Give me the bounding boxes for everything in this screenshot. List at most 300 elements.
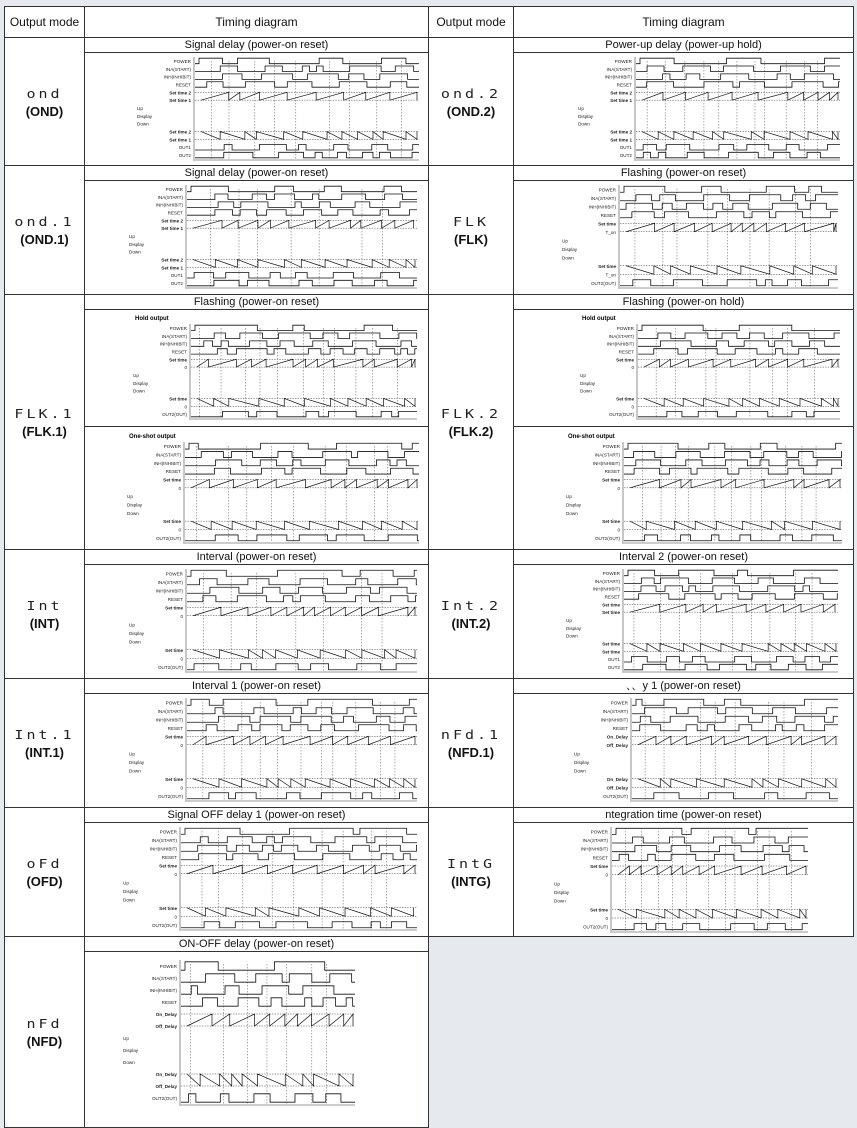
timing-diagram-header: Timing diagram — [514, 7, 854, 38]
signal-label: INH(INHIBIT) — [149, 846, 177, 852]
mode-label-cell — [429, 295, 514, 550]
signal-label: OUT1 — [619, 145, 632, 151]
signal-label: Off_Delay — [155, 1024, 177, 1029]
signal-label: INA(START) — [157, 708, 183, 714]
signal-label: On_Delay — [155, 1072, 177, 1077]
left-output-mode-table — [4, 6, 429, 1128]
signal-label: POWER — [602, 444, 620, 450]
signal-label: 0 — [605, 872, 608, 878]
timing-diagram-hold — [578, 312, 846, 422]
diagram-title: Power-up delay (power-up hold) — [514, 38, 853, 53]
signal-label: 0 — [605, 916, 608, 921]
mode-display-code: Int — [26, 598, 63, 614]
mode-row — [429, 38, 854, 166]
signal-label: Down — [562, 255, 574, 261]
signal-label: 0 — [617, 527, 620, 533]
signal-label: OUT2(OUT) — [161, 412, 187, 418]
signal-label: 0 — [174, 871, 177, 877]
diagram-body — [85, 694, 428, 807]
signal-label: INA(START) — [590, 195, 616, 201]
signal-label: OUT2(OUT) — [151, 1096, 177, 1101]
signal-label: OUT2 — [619, 153, 632, 159]
mode-label-cell — [5, 550, 85, 679]
timing-diagram-cell — [514, 808, 854, 937]
signal-label: Up — [578, 106, 584, 111]
mode-code: (INT) — [29, 616, 60, 631]
mode-code: (INT.1) — [25, 745, 64, 760]
mode-row — [5, 295, 429, 550]
signal-label: INH(INHIBIT) — [153, 460, 181, 466]
signal-label: POWER — [590, 829, 608, 835]
timing-diagram — [121, 825, 423, 933]
signal-label: Display — [129, 630, 145, 636]
mode-row — [5, 808, 429, 937]
signal-label: POWER — [614, 58, 632, 64]
signal-label: Up — [554, 881, 560, 887]
mode-label-cell — [429, 550, 514, 679]
mode-code: (NFD) — [26, 1034, 63, 1049]
diagram-body — [85, 565, 428, 678]
signal-label: 0 — [631, 365, 634, 371]
timing-diagram-one-shot — [125, 430, 425, 546]
timing-diagram-cell — [514, 550, 854, 679]
diagram-body — [514, 565, 853, 678]
timing-diagram-cell — [85, 38, 429, 166]
signal-label: RESET — [175, 82, 191, 88]
signal-label: OUT1 — [178, 145, 191, 151]
mode-display-code: Int.1 — [14, 727, 75, 743]
signal-label: Off_Delay — [606, 785, 628, 791]
signal-label: Set time — [165, 647, 183, 653]
signal-label: RESET — [167, 596, 183, 602]
signal-label: RESET — [165, 469, 181, 475]
signal-label: 0 — [184, 365, 187, 371]
signal-label: OUT2(OUT) — [155, 535, 181, 541]
signal-label: 0 — [631, 404, 634, 410]
signal-label: Off_Delay — [606, 742, 628, 748]
signal-label: Set time — [165, 776, 183, 782]
signal-label: RESET — [161, 1000, 177, 1005]
signal-label: OUT2(OUT) — [594, 535, 620, 541]
signal-label: INH(INHIBIT) — [155, 588, 183, 594]
signal-label: Up — [566, 618, 572, 623]
signal-label: OUT2(OUT) — [157, 664, 183, 670]
mode-display-code: nFd — [26, 1016, 63, 1032]
mode-row — [5, 38, 429, 166]
signal-label: OUT2(OUT) — [582, 924, 608, 930]
signal-label: Down — [127, 510, 139, 516]
signal-label: 0 — [617, 485, 620, 491]
signal-label: Up — [123, 1036, 129, 1041]
signal-label: INA(START) — [602, 708, 628, 714]
mode-row — [5, 937, 429, 1128]
signal-label: Set time — [159, 905, 177, 911]
mode-row — [429, 808, 854, 937]
signal-label: OUT2(OUT) — [608, 412, 634, 418]
signal-label: INH(INHIBIT) — [600, 717, 628, 723]
diagram-title: ntegration time (power-on reset) — [514, 808, 853, 823]
diagram-title: Signal delay (power-on reset) — [85, 166, 428, 181]
signal-label: Set time — [602, 602, 620, 608]
signal-label: POWER — [598, 187, 616, 193]
signal-label: RESET — [167, 725, 183, 731]
signal-label: Set time — [598, 221, 616, 227]
signal-label: Set time 1 — [610, 137, 632, 143]
signal-label: 0 — [180, 785, 183, 791]
signal-label: OUT1 — [607, 657, 620, 663]
mode-code: (INT.2) — [451, 616, 491, 631]
mode-row — [429, 550, 854, 679]
signal-label: OUT2 — [607, 665, 620, 671]
timing-diagram-cell — [85, 808, 429, 937]
signal-label: Set time — [602, 519, 620, 525]
diagram-body — [85, 823, 428, 936]
signal-label: RESET — [161, 854, 177, 860]
signal-label: POWER — [602, 570, 620, 576]
mode-row — [5, 550, 429, 679]
mode-display-code: FLK.2 — [440, 406, 502, 422]
signal-label: Up — [574, 751, 580, 757]
signal-label: Off_Delay — [155, 1084, 177, 1089]
mode-label-cell — [5, 295, 85, 550]
signal-label: Set time — [169, 357, 187, 363]
signal-label: Set time — [165, 734, 183, 740]
signal-label: POWER — [610, 700, 628, 706]
diagram-title: Flashing (power-on reset) — [514, 166, 853, 181]
output-type-label: Hold output — [582, 316, 616, 322]
signal-label: Down — [123, 897, 135, 903]
mode-label-cell — [5, 38, 85, 166]
signal-label: Up — [566, 494, 572, 500]
signal-label: INA(START) — [608, 333, 634, 339]
mode-display-code: nFd.1 — [440, 727, 502, 743]
right-output-mode-table — [428, 6, 854, 937]
diagram-body — [85, 181, 428, 294]
signal-label: Down — [566, 510, 578, 516]
signal-label: OUT2 — [178, 153, 191, 159]
signal-label: On_Delay — [606, 776, 628, 782]
signal-label: Up — [123, 880, 129, 886]
signal-label: POWER — [159, 829, 177, 835]
signal-label: Up — [129, 234, 135, 239]
signal-label: Down — [574, 768, 586, 774]
signal-label: On_Delay — [155, 1012, 177, 1017]
signal-label: Down — [578, 121, 590, 127]
signal-label: POWER — [165, 186, 183, 192]
diagram-title: Interval 1 (power-on reset) — [85, 679, 428, 694]
signal-label: Set time 1 — [169, 137, 191, 143]
diagram-body — [514, 694, 853, 807]
signal-label: Set time — [163, 519, 181, 525]
diagram-title: Interval 2 (power-on reset) — [514, 550, 853, 565]
signal-label: RESET — [618, 349, 634, 355]
signal-label: Display — [574, 759, 590, 765]
signal-label: INA(START) — [606, 66, 632, 72]
signal-label: POWER — [165, 571, 183, 577]
signal-label: INA(START) — [155, 452, 181, 458]
signal-label: Down — [133, 388, 145, 394]
mode-label-cell — [429, 808, 514, 937]
signal-label: POWER — [169, 325, 187, 331]
signal-label: INH(INHIBIT) — [149, 988, 177, 993]
diagram-body — [514, 181, 853, 294]
signal-label: RESET — [171, 349, 187, 355]
timing-diagram — [121, 958, 361, 1108]
signal-label: OUT2(OUT) — [151, 922, 177, 928]
timing-diagram — [127, 183, 423, 291]
signal-label: Display — [578, 113, 594, 119]
diagram-title: Interval (power-on reset) — [85, 550, 428, 565]
signal-label: Down — [580, 388, 592, 394]
signal-label: Set time 2 — [169, 90, 191, 96]
diagram-title: Signal delay (power-on reset) — [85, 38, 428, 53]
timing-diagram-cell — [85, 937, 429, 1128]
signal-label: Set time — [598, 263, 616, 269]
mode-code: (NFD.1) — [447, 745, 495, 760]
mode-code: (OND) — [25, 103, 64, 119]
mode-code: (OFD) — [26, 874, 63, 889]
signal-label: Set time 1 — [169, 98, 191, 104]
timing-diagram-cell — [85, 679, 429, 808]
signal-label: On_Delay — [606, 734, 628, 740]
signal-label: INA(START) — [582, 838, 608, 843]
signal-label: Set time 2 — [610, 90, 632, 96]
mode-code: (OND.1) — [20, 232, 69, 247]
mode-label-cell — [5, 937, 85, 1128]
diagram-body — [514, 823, 853, 936]
mode-code: (FLK.2) — [448, 424, 494, 439]
signal-label: Down — [123, 1060, 135, 1065]
signal-label: POWER — [616, 325, 634, 331]
signal-label: Set time 2 — [610, 129, 632, 135]
signal-label: Set time 2 — [161, 218, 183, 224]
signal-label: T_on — [605, 272, 616, 278]
diagram-body — [514, 53, 853, 165]
signal-label: Display — [123, 1048, 139, 1053]
signal-label: Down — [554, 898, 566, 904]
output-type-label: One-shot output — [568, 434, 615, 440]
signal-label: 0 — [184, 404, 187, 410]
signal-label: Display — [137, 113, 153, 119]
diagram-title: 、、y 1 (power-on reset) — [514, 679, 853, 694]
signal-label: INH(INHIBIT) — [580, 846, 608, 852]
signal-label: OUT2(OUT) — [602, 793, 628, 799]
timing-diagram-cell — [85, 166, 429, 295]
diagram-body — [85, 53, 428, 165]
signal-label: Display — [133, 380, 149, 386]
diagram-title: Flashing (power-on reset) — [85, 295, 428, 310]
signal-label: Set time — [616, 357, 634, 363]
mode-display-code: Int.2 — [440, 598, 502, 614]
diagram-body — [85, 952, 428, 1127]
signal-label: Up — [129, 751, 135, 757]
signal-label: RESET — [604, 469, 620, 475]
signal-label: INA(START) — [151, 976, 177, 981]
output-type-label: Hold output — [135, 316, 169, 322]
mode-code: (OND.2) — [446, 103, 496, 119]
mode-row — [429, 166, 854, 295]
signal-label: Set time 2 — [161, 257, 183, 263]
mode-row — [5, 679, 429, 808]
signal-label: POWER — [165, 700, 183, 706]
mode-label-cell — [429, 38, 514, 166]
signal-label: Down — [129, 249, 141, 255]
signal-label: Set time — [602, 477, 620, 483]
diagram-body — [514, 310, 853, 549]
signal-label: INH(INHIBIT) — [588, 204, 616, 210]
signal-label: POWER — [163, 444, 181, 450]
signal-label: RESET — [612, 725, 628, 731]
signal-label: Set time 2 — [169, 129, 191, 135]
signal-label: INA(START) — [165, 66, 191, 72]
signal-label: Up — [580, 372, 586, 378]
timing-diagram-cell — [85, 550, 429, 679]
signal-label: INH(INHIBIT) — [592, 586, 620, 592]
signal-label: Display — [129, 241, 145, 247]
mode-label-cell — [5, 166, 85, 295]
mode-display-code: oFd — [26, 856, 63, 872]
timing-diagram — [552, 825, 814, 935]
signal-label: INH(INHIBIT) — [606, 341, 634, 347]
signal-label: 0 — [180, 613, 183, 619]
signal-label: Set time — [602, 641, 620, 647]
signal-label: Set time — [602, 649, 620, 655]
signal-label: INA(START) — [594, 452, 620, 458]
signal-label: Up — [129, 622, 135, 628]
mode-row — [5, 166, 429, 295]
signal-label: 0 — [178, 527, 181, 533]
timing-diagram — [564, 567, 844, 675]
signal-label: Set time 1 — [161, 265, 183, 271]
signal-label: Display — [127, 502, 143, 508]
mode-label-cell — [5, 808, 85, 937]
mode-label-cell — [429, 166, 514, 295]
signal-label: Up — [133, 372, 139, 378]
mode-display-code: ond — [26, 86, 63, 101]
output-mode-header: Output mode — [5, 7, 85, 38]
signal-label: INA(START) — [157, 194, 183, 200]
signal-label: 0 — [174, 914, 177, 920]
mode-display-code: IntG — [446, 856, 496, 872]
mode-display-code: FLK.1 — [14, 406, 75, 422]
timing-diagram-cell — [514, 38, 854, 166]
signal-label: Display — [129, 759, 145, 765]
signal-label: INA(START) — [161, 333, 187, 339]
diagram-title: ON-OFF delay (power-on reset) — [85, 937, 428, 952]
signal-label: RESET — [167, 210, 183, 216]
signal-label: Display — [562, 246, 578, 252]
signal-label: OUT2 — [170, 281, 183, 287]
signal-label: INH(INHIBIT) — [155, 717, 183, 723]
signal-label: INH(INHIBIT) — [163, 74, 191, 80]
signal-label: Display — [566, 502, 582, 508]
timing-diagram-cell — [514, 166, 854, 295]
diagram-body — [85, 310, 428, 549]
signal-label: INH(INHIBIT) — [592, 460, 620, 466]
signal-label: OUT1 — [170, 273, 183, 279]
signal-label: Set time — [590, 864, 608, 869]
diagram-title: Flashing (power-on hold) — [514, 295, 853, 310]
signal-label: INA(START) — [594, 578, 620, 584]
signal-label: OUT2(OUT) — [590, 280, 616, 286]
signal-label: INH(INHIBIT) — [159, 341, 187, 347]
mode-display-code: ond.2 — [440, 86, 502, 101]
signal-label: Set time — [169, 396, 187, 402]
signal-label: Display — [123, 888, 139, 894]
signal-label: Set time — [616, 396, 634, 402]
signal-label: Display — [566, 625, 582, 631]
signal-label: 0 — [180, 656, 183, 662]
mode-display-code: ond.1 — [14, 214, 75, 230]
signal-label: INA(START) — [151, 837, 177, 843]
signal-label: RESET — [604, 594, 620, 600]
mode-display-code: FLK — [452, 214, 490, 230]
signal-label: T_on — [605, 229, 616, 235]
signal-label: Up — [137, 106, 143, 111]
signal-label: Set time 1 — [161, 226, 183, 232]
diagram-title: Signal OFF delay 1 (power-on reset) — [85, 808, 428, 823]
signal-label: Display — [554, 890, 570, 895]
mode-label-cell — [429, 679, 514, 808]
signal-label: Display — [580, 380, 596, 386]
timing-diagram — [572, 696, 844, 804]
signal-label: INA(START) — [157, 579, 183, 585]
signal-label: Set time — [163, 477, 181, 483]
timing-diagram — [135, 55, 425, 163]
timing-diagram-one-shot — [564, 430, 848, 546]
signal-label: Set time — [602, 610, 620, 616]
signal-label: RESET — [592, 855, 608, 861]
signal-label: INH(INHIBIT) — [155, 202, 183, 208]
mode-code: (FLK.1) — [22, 424, 67, 439]
signal-label: Set time — [159, 863, 177, 869]
signal-label: Up — [562, 238, 568, 244]
signal-label: POWER — [173, 58, 191, 64]
mode-row — [429, 295, 854, 550]
signal-label: Up — [127, 494, 133, 500]
signal-label: Down — [129, 768, 141, 774]
signal-label: Down — [566, 633, 578, 639]
signal-label: Set time — [590, 907, 608, 913]
signal-label: 0 — [178, 485, 181, 491]
output-mode-header: Output mode — [429, 7, 514, 38]
signal-label: Set time — [165, 605, 183, 611]
signal-label: Down — [129, 639, 141, 645]
signal-label: Down — [137, 121, 149, 127]
output-type-label: One-shot output — [129, 434, 176, 440]
timing-diagram — [560, 183, 844, 291]
timing-diagram — [127, 696, 423, 804]
mode-code: (FLK) — [454, 232, 488, 247]
signal-label: 0 — [180, 742, 183, 748]
timing-diagram-cell — [85, 295, 429, 550]
mode-code: (INTG) — [451, 874, 491, 889]
signal-label: RESET — [616, 82, 632, 88]
signal-label: INH(INHIBIT) — [604, 74, 632, 80]
timing-diagram-cell — [514, 295, 854, 550]
signal-label: POWER — [159, 964, 177, 969]
signal-label: Set time 1 — [610, 98, 632, 104]
timing-diagram-header: Timing diagram — [85, 7, 429, 38]
mode-row — [429, 679, 854, 808]
signal-label: OUT2(OUT) — [157, 793, 183, 799]
mode-label-cell — [5, 679, 85, 808]
timing-diagram-cell — [514, 679, 854, 808]
timing-diagram — [127, 567, 423, 675]
timing-diagram-hold — [131, 312, 423, 422]
signal-label: RESET — [600, 212, 616, 218]
timing-diagram — [576, 55, 846, 163]
